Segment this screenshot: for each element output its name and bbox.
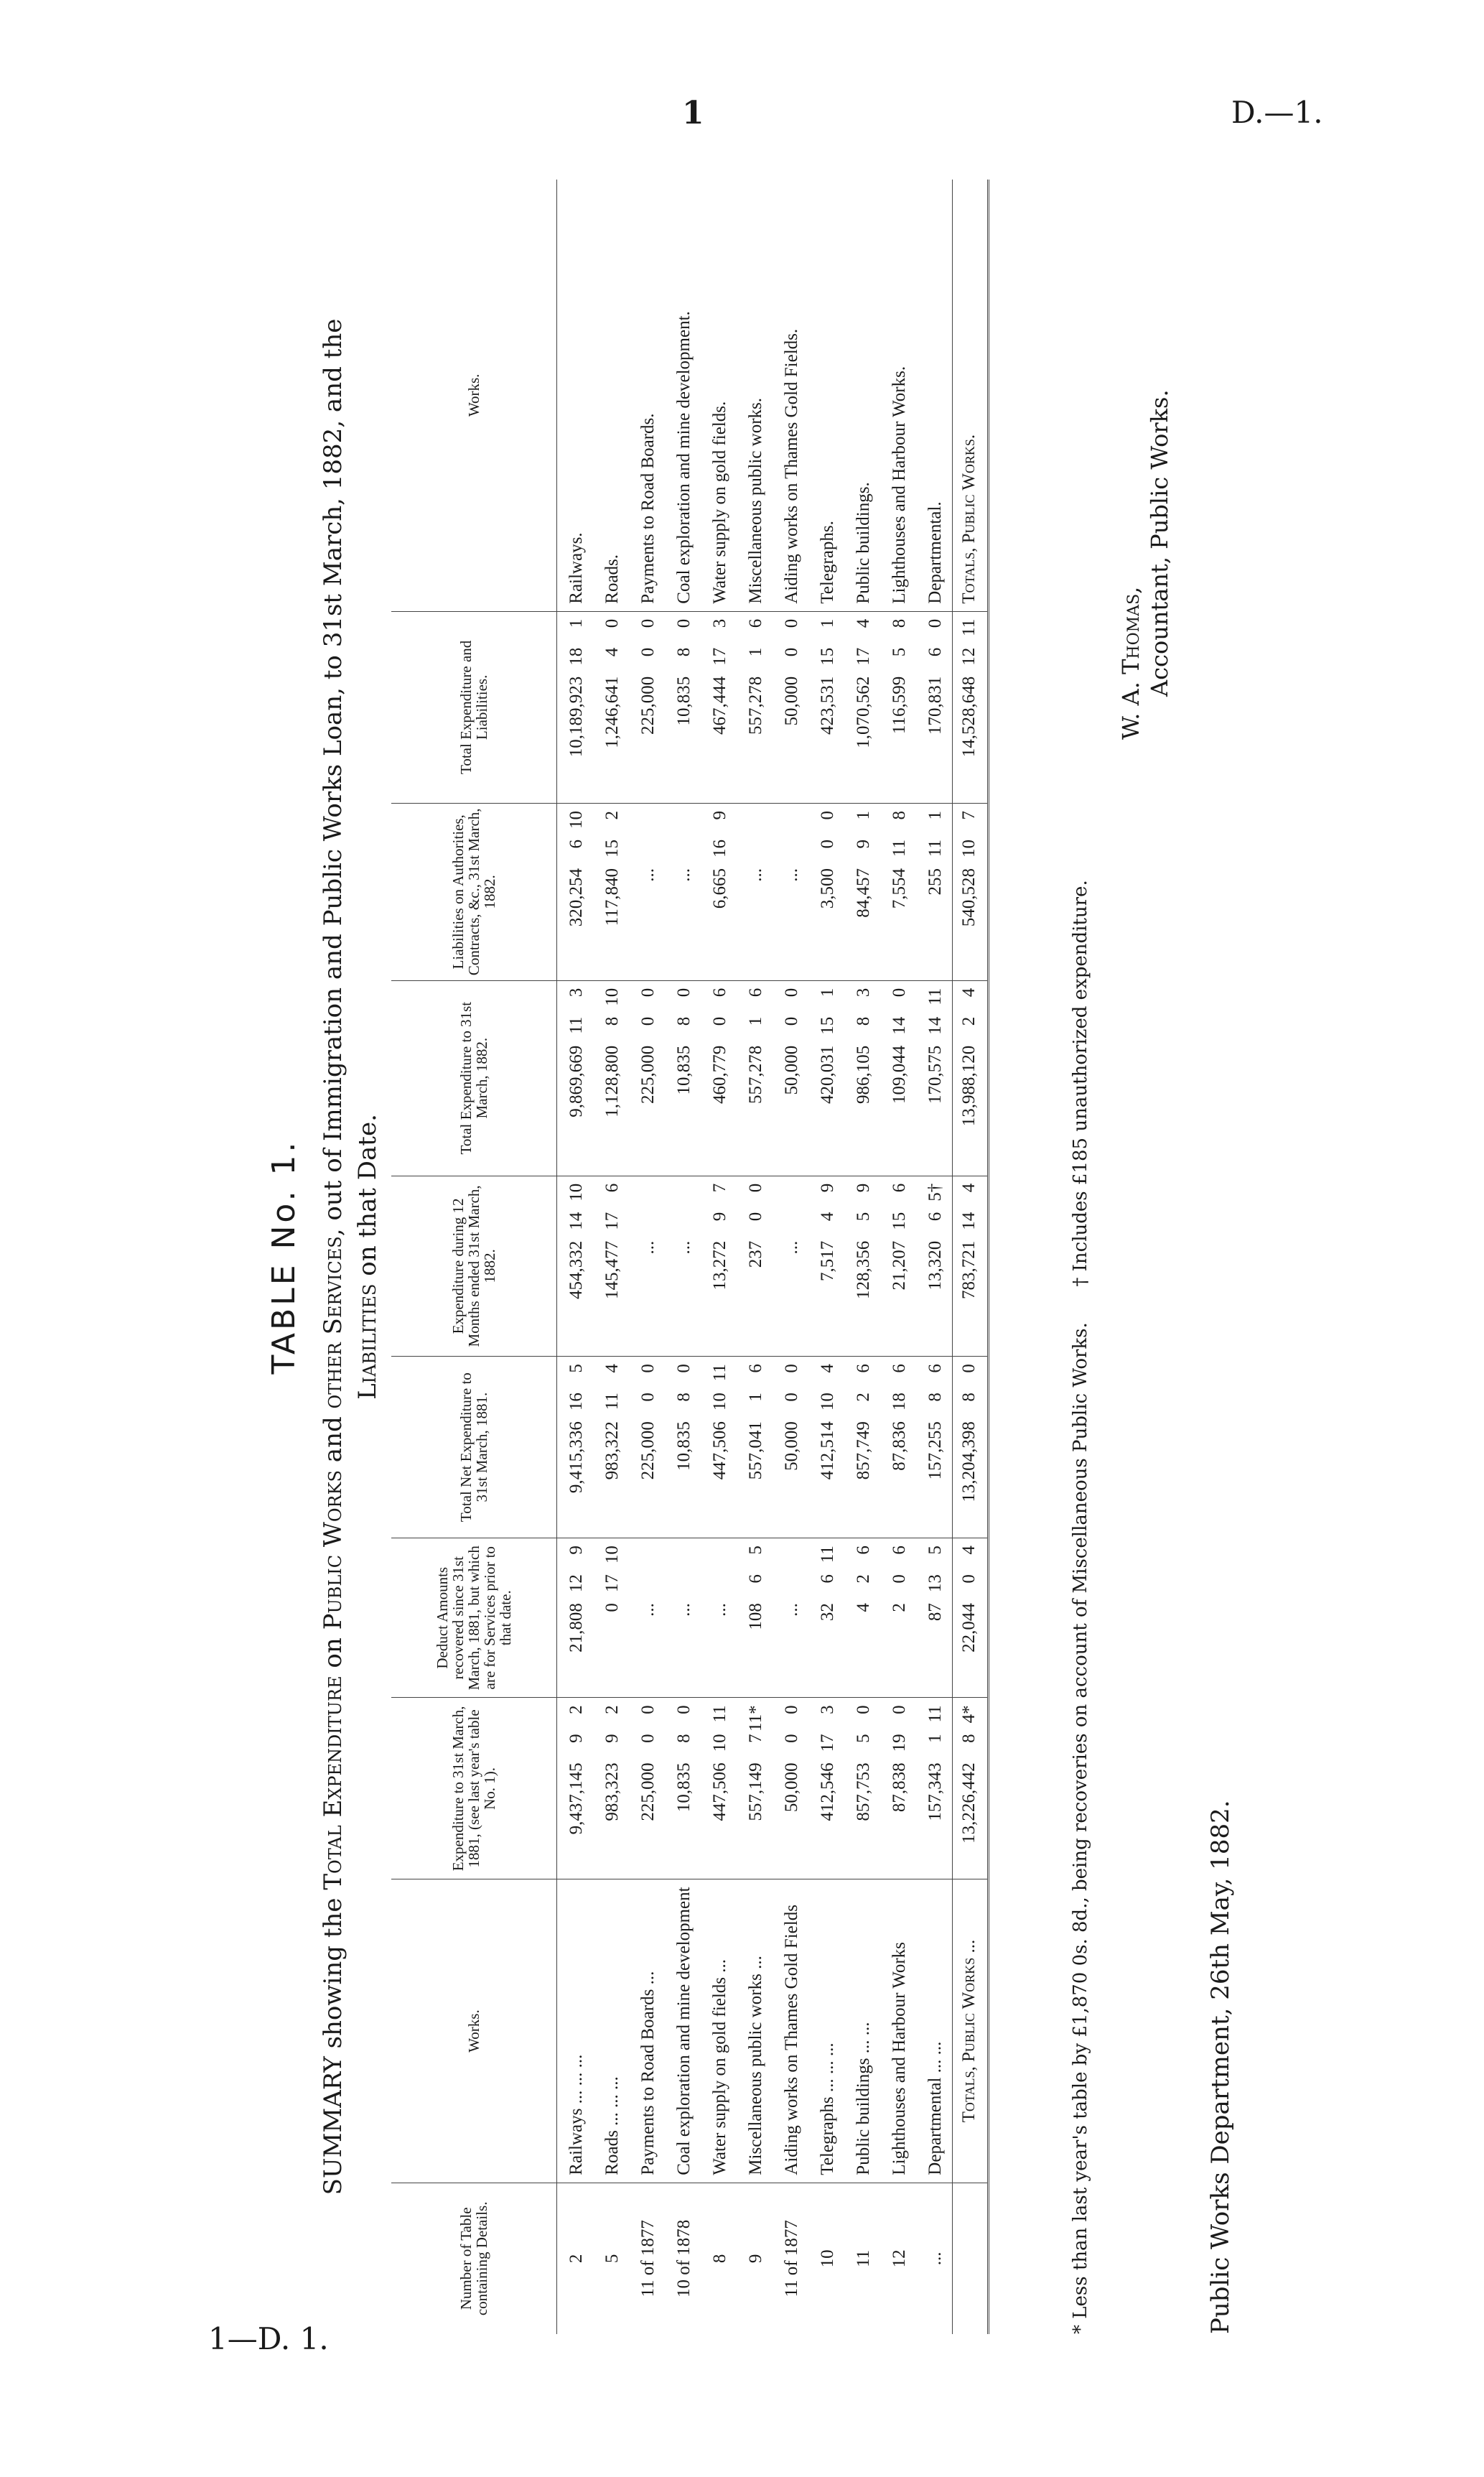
- col-exp1881-header: Expenditure to 31st March, 1881, (see last year's table No. 1).: [391, 1698, 556, 1879]
- row-liab-value: 117,840 15 2: [593, 803, 629, 980]
- row-table-number: 10 of 1878: [673, 2219, 694, 2298]
- row-liab-value: ...: [665, 803, 701, 980]
- row-work-label-right: Lighthouses and Harbour Works.: [880, 180, 916, 611]
- signature-block: [1116, 389, 1174, 740]
- row-table-number: 12: [889, 2249, 909, 2268]
- row-during-value: 7,517 4 9: [808, 1176, 844, 1356]
- row-work-label: Payments to Road Boards ...: [629, 1879, 665, 2183]
- row-net-value: 225,000 0 0: [629, 1357, 665, 1538]
- row-net-value: 87,836 18 6: [880, 1357, 916, 1538]
- row-liab-value: ...: [629, 803, 665, 980]
- totals-label-right: Totals, Public Works.: [952, 180, 988, 611]
- row-work-label-right: Payments to Road Boards.: [629, 180, 665, 611]
- row-table-number: ...: [925, 2251, 945, 2266]
- row-work-label-right: Water supply on gold fields.: [701, 180, 737, 611]
- table-body: [556, 180, 952, 2334]
- row-total-value: 986,105 8 3: [844, 980, 880, 1176]
- row-e1881-value: 10,835 8 0: [665, 1698, 701, 1879]
- row-e1881-value: 983,323 9 2: [593, 1698, 629, 1879]
- row-net-value: 447,506 10 11: [701, 1357, 737, 1538]
- row-e1881-value: 157,343 1 11: [916, 1698, 953, 1879]
- row-total-value: 1,128,800 8 10: [593, 980, 629, 1176]
- col-grand-header: Total Expenditure and Liabilities.: [391, 611, 556, 803]
- col-number-header: Number of Table containing Details.: [391, 2183, 556, 2334]
- row-grand-value: 50,000 0 0: [773, 611, 808, 803]
- row-deduct-value: 32 6 11: [808, 1538, 844, 1698]
- row-work-label: Telegraphs ... ... ...: [808, 1879, 844, 2183]
- table-row: [880, 180, 916, 2334]
- row-work-label: Roads ... ... ...: [593, 1879, 629, 2183]
- row-grand-value: 423,531 15 1: [808, 611, 844, 803]
- row-net-value: 50,000 0 0: [773, 1357, 808, 1538]
- row-work-label-right: Roads.: [593, 180, 629, 611]
- row-work-label: Coal exploration and mine development: [665, 1879, 701, 2183]
- row-table-number: 2: [566, 2254, 586, 2264]
- row-net-value: 557,041 1 6: [737, 1357, 773, 1538]
- row-during-value: 237 0 0: [737, 1176, 773, 1356]
- row-grand-value: 170,831 6 0: [916, 611, 953, 803]
- row-deduct-value: ...: [773, 1538, 808, 1698]
- row-table-number: 10: [817, 2249, 837, 2268]
- col-net1881-header: Total Net Expenditure to 31st March, 1881.: [391, 1357, 556, 1538]
- row-table-number: 11: [853, 2249, 873, 2267]
- row-e1881-value: 412,546 17 3: [808, 1698, 844, 1879]
- row-liab-value: 255 11 1: [916, 803, 953, 980]
- row-deduct-value: 21,808 12 9: [556, 1538, 593, 1698]
- row-e1881-value: 9,437,145 9 2: [556, 1698, 593, 1879]
- row-work-label: Lighthouses and Harbour Works: [880, 1879, 916, 2183]
- signature-title: Accountant, Public Works.: [1146, 389, 1173, 697]
- col-liabilities-header: Liabilities on Authorities, Contracts, &c., 31st March, 1882.: [391, 803, 556, 980]
- row-during-value: ...: [629, 1176, 665, 1356]
- row-grand-value: 1,246,641 4 0: [593, 611, 629, 803]
- row-net-value: 10,835 8 0: [665, 1357, 701, 1538]
- table-row: [844, 180, 880, 2334]
- footnote-dagger: † Includes £185 unauthorized expenditure.: [1070, 880, 1091, 1287]
- table-row: [665, 180, 701, 2334]
- table-title: TABLE No. 1.: [266, 1139, 302, 1375]
- col-during-header: Expenditure during 12 Months ended 31st March, 1882.: [391, 1176, 556, 1356]
- row-deduct-value: 4 2 6: [844, 1538, 880, 1698]
- row-liab-value: ...: [737, 803, 773, 980]
- row-table-number: 11 of 1877: [781, 2220, 801, 2297]
- row-total-value: 9,869,669 11 3: [556, 980, 593, 1176]
- row-table-number: 8: [709, 2254, 729, 2264]
- table-row: [593, 180, 629, 2334]
- row-grand-value: 116,599 5 8: [880, 611, 916, 803]
- row-grand-value: 467,444 17 3: [701, 611, 737, 803]
- row-during-value: 454,332 14 10: [556, 1176, 593, 1356]
- row-grand-value: 557,278 1 6: [737, 611, 773, 803]
- row-e1881-value: 225,000 0 0: [629, 1698, 665, 1879]
- row-total-value: 170,575 14 11: [916, 980, 953, 1176]
- footnote-star: * Less than last year's table by £1,870 0s. 8d., being recoveries on account of Miscellaneous Public Works.: [1070, 1322, 1091, 2334]
- row-total-value: 109,044 14 0: [880, 980, 916, 1176]
- row-work-label: Water supply on gold fields ...: [701, 1879, 737, 2183]
- row-liab-value: ...: [773, 803, 808, 980]
- row-e1881-value: 857,753 5 0: [844, 1698, 880, 1879]
- row-during-value: 145,477 17 6: [593, 1176, 629, 1356]
- row-total-value: 420,031 15 1: [808, 980, 844, 1176]
- col-works-header: Works.: [391, 1879, 556, 2183]
- row-total-value: 225,000 0 0: [629, 980, 665, 1176]
- totals-total1882: 13,988,120 2 4: [952, 980, 988, 1176]
- table-row: [701, 180, 737, 2334]
- row-total-value: 50,000 0 0: [773, 980, 808, 1176]
- row-during-value: ...: [665, 1176, 701, 1356]
- row-liab-value: 84,457 9 1: [844, 803, 880, 980]
- row-during-value: 128,356 5 9: [844, 1176, 880, 1356]
- footnotes: [1070, 180, 1091, 2334]
- table-row: [629, 180, 665, 2334]
- summary-table: [391, 180, 989, 2334]
- row-work-label-right: Departmental.: [916, 180, 953, 611]
- row-e1881-value: 87,838 19 0: [880, 1698, 916, 1879]
- totals-net1881: 13,204,398 8 0: [952, 1357, 988, 1538]
- row-grand-value: 10,189,923 18 1: [556, 611, 593, 803]
- row-during-value: 13,272 9 7: [701, 1176, 737, 1356]
- row-net-value: 9,415,336 16 5: [556, 1357, 593, 1538]
- row-work-label: Departmental ... ...: [916, 1879, 953, 2183]
- row-net-value: 983,322 11 4: [593, 1357, 629, 1538]
- rotated-table-sheet: [266, 151, 1256, 2363]
- row-work-label-right: Aiding works on Thames Gold Fields.: [773, 180, 808, 611]
- col-deduct-header: Deduct Amounts recovered since 31st March, 1881, but which are for Services prior to that date.: [391, 1538, 556, 1698]
- row-table-number: 9: [745, 2254, 765, 2264]
- row-grand-value: 10,835 8 0: [665, 611, 701, 803]
- row-e1881-value: 557,149 7 11*: [737, 1698, 773, 1879]
- row-liab-value: 320,254 6 10: [556, 803, 593, 980]
- page-number: 1: [682, 95, 704, 131]
- row-e1881-value: 447,506 10 11: [701, 1698, 737, 1879]
- row-work-label-right: Railways.: [556, 180, 593, 611]
- row-during-value: ...: [773, 1176, 808, 1356]
- row-table-number: 11 of 1877: [638, 2220, 658, 2297]
- row-net-value: 412,514 10 4: [808, 1357, 844, 1538]
- row-deduct-value: 108 6 5: [737, 1538, 773, 1698]
- row-grand-value: 1,070,562 17 4: [844, 611, 880, 803]
- row-deduct-value: ...: [665, 1538, 701, 1698]
- col-works2-header: Works.: [391, 180, 556, 611]
- row-during-value: 13,320 6 5†: [916, 1176, 953, 1356]
- document-reference: D.—1.: [1231, 95, 1323, 130]
- row-deduct-value: 87 13 5: [916, 1538, 953, 1698]
- table-summary: SUMMARY showing the Total Expenditure on Public Works and other Services, out of Immigration and Public Works Loan, to 31st March, 1882, and the Liabilities on that Date.: [319, 318, 382, 2195]
- totals-during: 783,721 14 4: [952, 1176, 988, 1356]
- row-deduct-value: ...: [629, 1538, 665, 1698]
- totals-deduct: 22,044 0 4: [952, 1538, 988, 1698]
- table-row: [916, 180, 953, 2334]
- row-deduct-value: 2 0 6: [880, 1538, 916, 1698]
- row-net-value: 157,255 8 6: [916, 1357, 953, 1538]
- row-during-value: 21,207 15 6: [880, 1176, 916, 1356]
- table-row: [556, 180, 593, 2334]
- table-row: [737, 180, 773, 2334]
- table-header-row: [391, 180, 556, 2334]
- row-work-label: Miscellaneous public works ...: [737, 1879, 773, 2183]
- row-work-label: Public buildings ... ...: [844, 1879, 880, 2183]
- row-deduct-value: 0 17 10: [593, 1538, 629, 1698]
- row-liab-value: 7,554 11 8: [880, 803, 916, 980]
- signature-name: W. A. Thomas,: [1117, 586, 1144, 740]
- totals-row: [952, 180, 988, 2334]
- footer-reference: 1—D. 1.: [208, 2321, 329, 2356]
- row-net-value: 857,749 2 6: [844, 1357, 880, 1538]
- row-grand-value: 225,000 0 0: [629, 611, 665, 803]
- row-liab-value: 6,665 16 9: [701, 803, 737, 980]
- table-row: [773, 180, 808, 2334]
- row-liab-value: 3,500 0 0: [808, 803, 844, 980]
- row-work-label-right: Coal exploration and mine development.: [665, 180, 701, 611]
- row-work-label: Aiding works on Thames Gold Fields: [773, 1879, 808, 2183]
- table-row: [808, 180, 844, 2334]
- row-total-value: 557,278 1 6: [737, 980, 773, 1176]
- row-work-label-right: Telegraphs.: [808, 180, 844, 611]
- totals-exp1881: 13,226,442 8 4*: [952, 1698, 988, 1879]
- department-date: Public Works Department, 26th May, 1882.: [1206, 1800, 1235, 2334]
- row-total-value: 460,779 0 6: [701, 980, 737, 1176]
- totals-liabilities: 540,528 10 7: [952, 803, 988, 980]
- row-e1881-value: 50,000 0 0: [773, 1698, 808, 1879]
- row-work-label: Railways ... ... ...: [556, 1879, 593, 2183]
- row-table-number: 5: [602, 2254, 622, 2264]
- row-work-label-right: Public buildings.: [844, 180, 880, 611]
- row-work-label-right: Miscellaneous public works.: [737, 180, 773, 611]
- totals-label: Totals, Public Works ...: [952, 1879, 988, 2183]
- col-total1882-header: Total Expenditure to 31st March, 1882.: [391, 980, 556, 1176]
- row-deduct-value: ...: [701, 1538, 737, 1698]
- row-total-value: 10,835 8 0: [665, 980, 701, 1176]
- totals-grand: 14,528,648 12 11: [952, 611, 988, 803]
